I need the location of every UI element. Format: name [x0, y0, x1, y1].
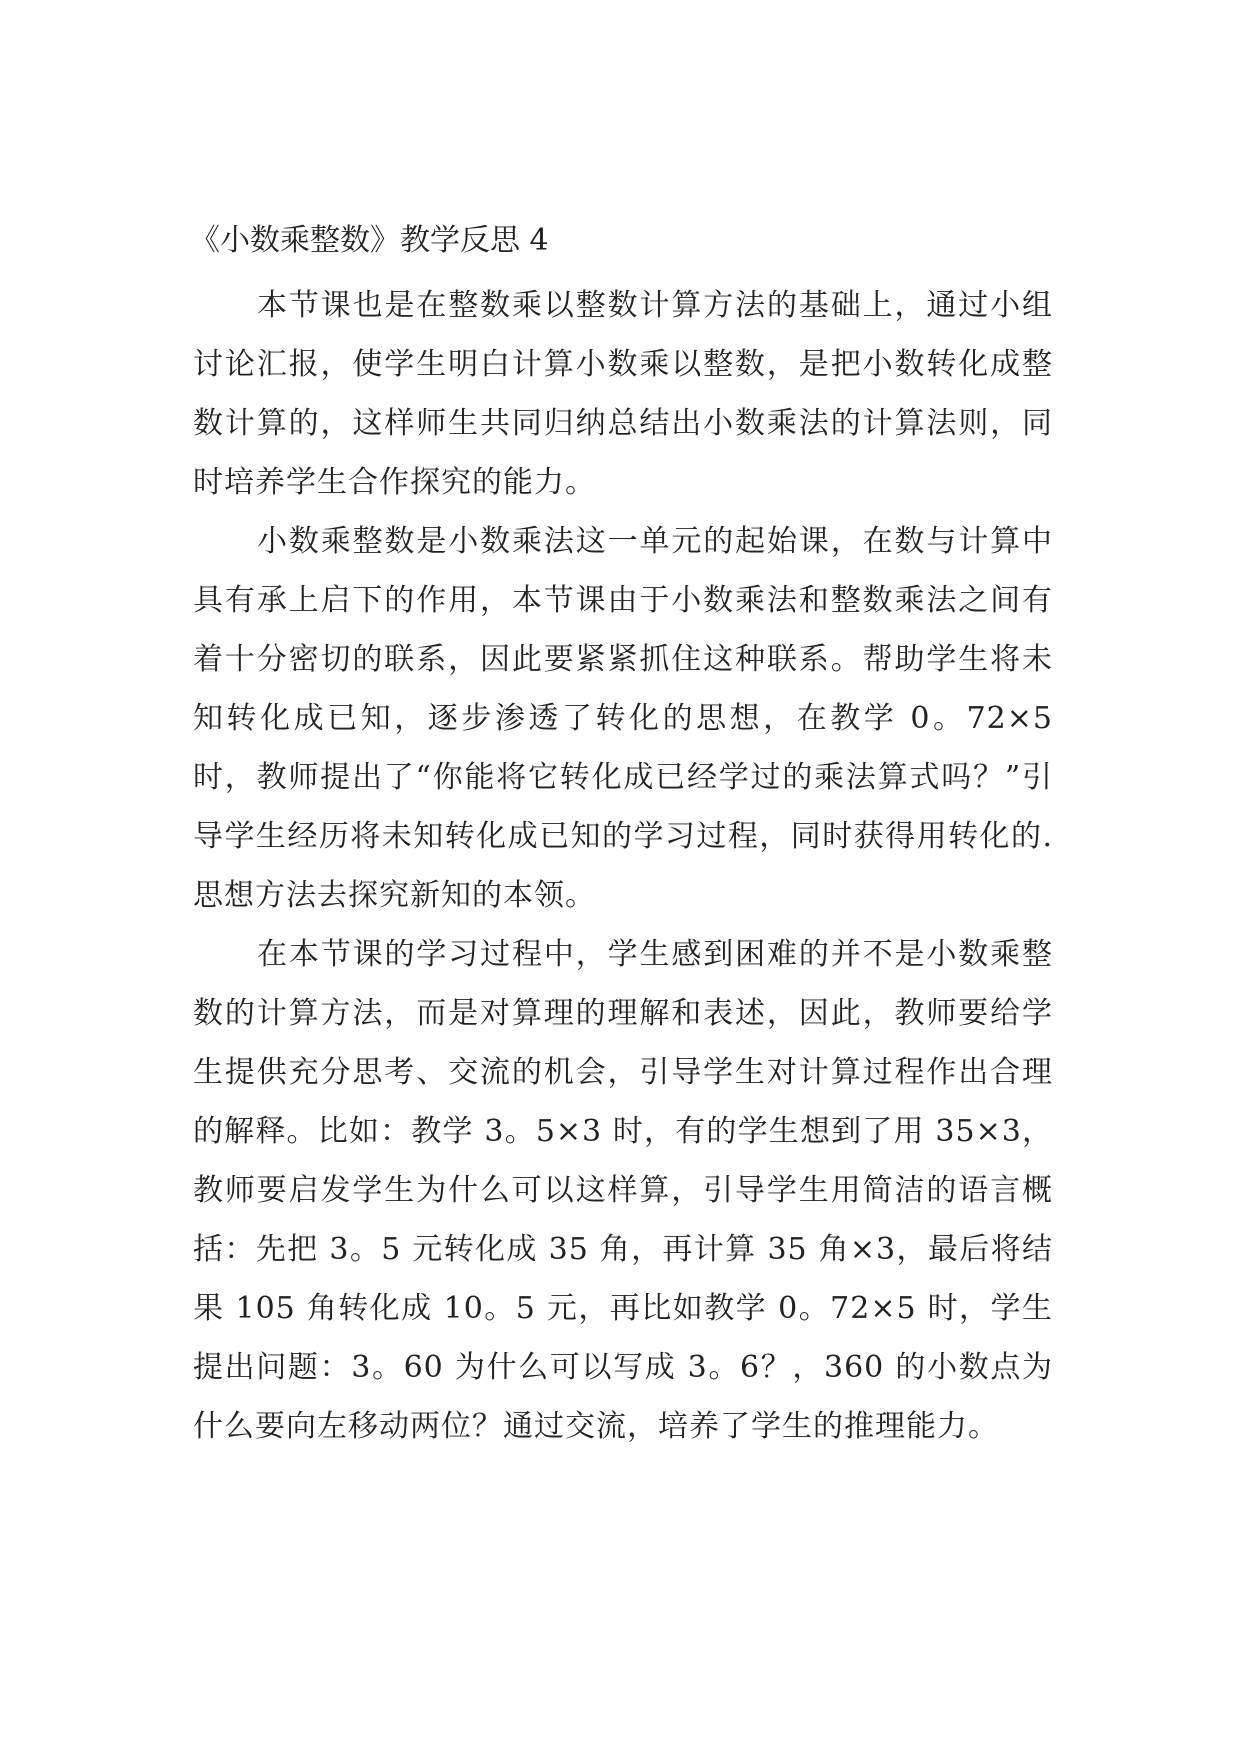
paragraph: 小数乘整数是小数乘法这一单元的起始课，在数与计算中具有承上启下的作用，本节课由于小数乘法和整数乘法之间有着十分密切的联系，因此要紧紧抓住这种联系。帮助学生将未知转化成已知，逐步渗透了转化的思想，在教学 0。72×5 时，教师提出了“你能将它转化成已经学过的乘法算式吗？”引导学生经历将未知转化成已知的学习过程，同时获得用转化的.思想方法去探究新知的本领。: [193, 524, 1053, 913]
document-body: [193, 276, 1053, 1456]
paragraph: 在本节课的学习过程中，学生感到困难的并不是小数乘整数的计算方法，而是对算理的理解和表述，因此，教师要给学生提供充分思考、交流的机会，引导学生对计算过程作出合理的解释。比如：教学 3。5×3 时，有的学生想到了用 35×3，教师要启发学生为什么可以这样算，引导学生用简洁的语言概括：先把 3。5 元转化成 35 角，再计算 35 角×3，最后将结果 105 角转化成 10。5 元，再比如教学 0。72×5 时，学生提出问题：3。60 为什么可以写成 3。6？，360 的小数点为什么要向左移动两位？通过交流，培养了学生的推理能力。: [193, 937, 1053, 1444]
document-title: 《小数乘整数》教学反思 4: [190, 223, 549, 258]
paragraph: 本节课也是在整数乘以整数计算方法的基础上，通过小组讨论汇报，使学生明白计算小数乘以整数，是把小数转化成整数计算的，这样师生共同归纳总结出小数乘法的计算法则，同时培养学生合作探究的能力。: [193, 288, 1053, 500]
